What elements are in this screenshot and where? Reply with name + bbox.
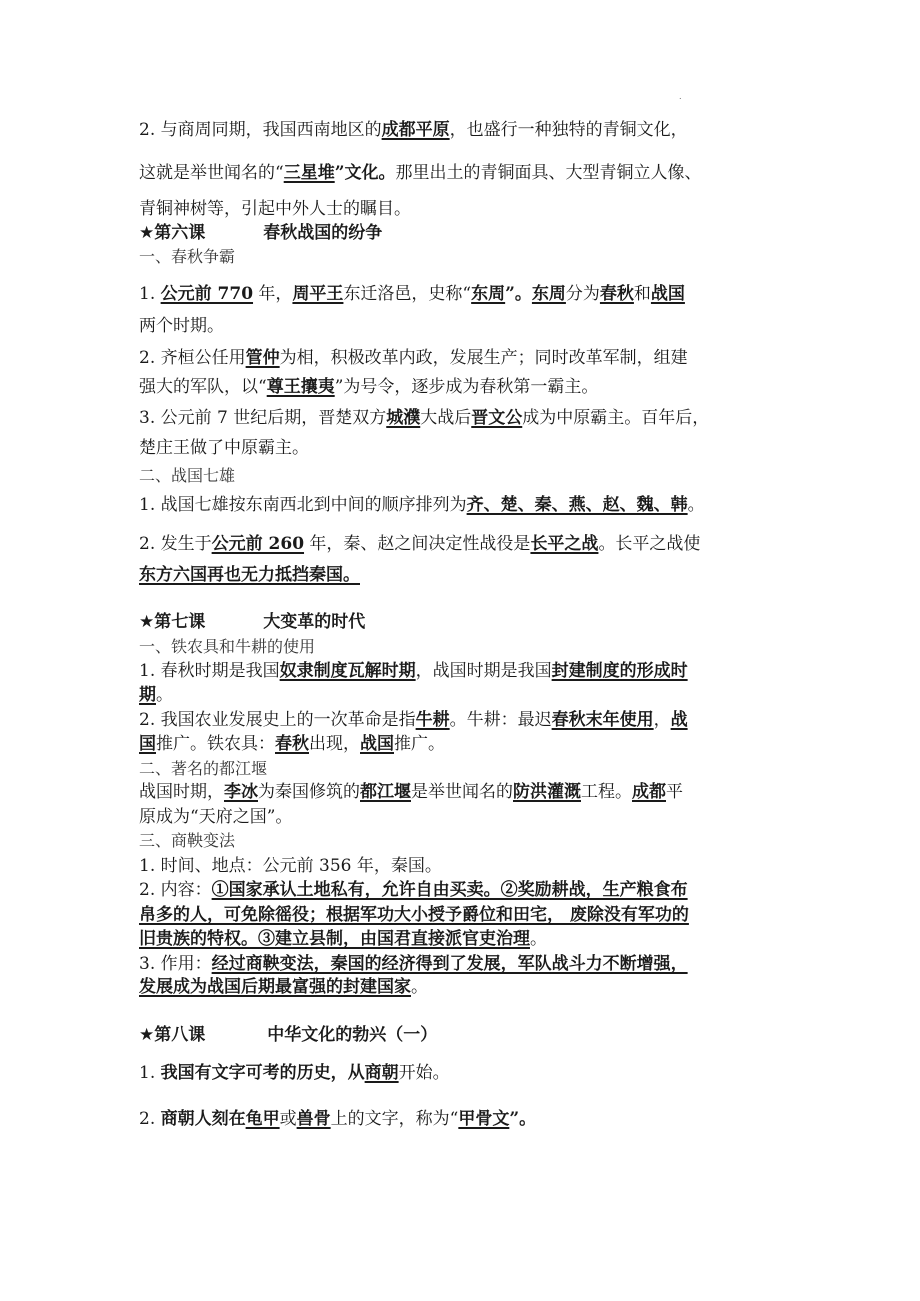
lesson-6-section-2: 二、战国七雄: [139, 466, 236, 485]
lesson-6-p2: 2. 齐桓公任用管仲为相，积极改革内政，发展生产；同时改革军制，组建: [139, 348, 688, 368]
lesson-6-p1-cont: 两个时期。: [139, 316, 224, 336]
lesson-7-p5: 2. 内容：①国家承认土地私有，允许自由买卖。②奖励耕战，生产粮食布: [139, 880, 688, 900]
lesson-7-p6: 3. 作用：经过商鞅变法，秦国的经济得到了发展，军队战斗力不断增强，: [139, 954, 688, 974]
lesson-6-p1: 1. 公元前 770 年，周平王东迁洛邑，史称“东周”。东周分为春秋和战国: [139, 284, 685, 304]
lesson-6-p3: 3. 公元前 7 世纪后期，晋楚双方城濮大战后晋文公成为中原霸主。百年后，: [139, 408, 710, 428]
lesson-6-p5: 2. 发生于公元前 260 年，秦、赵之间决定性战役是长平之战。长平之战使: [139, 534, 701, 554]
lesson-7-p3: 战国时期，李冰为秦国修筑的都江堰是举世闻名的防洪灌溉工程。成都平: [139, 782, 683, 802]
intro-line-1: 2. 与商周同期，我国西南地区的成都平原，也盛行一种独特的青铜文化，: [139, 120, 688, 140]
corner-mark: .: [679, 92, 682, 101]
lesson-7-section-1: 一、铁农具和牛耕的使用: [139, 637, 316, 656]
lesson-7-p1: 1. 春秋时期是我国奴隶制度瓦解时期，战国时期是我国封建制度的形成时: [139, 661, 688, 681]
lesson-6-p4: 1. 战国七雄按东南西北到中间的顺序排列为齐、楚、秦、燕、赵、魏、韩。: [139, 495, 705, 515]
lesson-6-p2-cont: 强大的军队，以“尊王攘夷”为号令，逐步成为春秋第一霸主。: [139, 377, 599, 397]
lesson-7-p5-cont-1: 帛多的人，可免除徭役；根据军功大小授予爵位和田宅， 废除没有军功的: [139, 905, 689, 925]
lesson-7-p6-cont: 发展成为战国后期最富强的封建国家。: [139, 977, 428, 997]
lesson-7-heading: ★第七课 大变革的时代: [139, 612, 366, 632]
lesson-7-p3-cont: 原成为“天府之国”。: [139, 807, 293, 827]
lesson-7-p5-cont-2: 旧贵族的特权。③建立县制，由国君直接派官吏治理。: [139, 929, 547, 949]
lesson-7-section-2: 二、著名的都江堰: [139, 759, 268, 778]
lesson-7-p2: 2. 我国农业发展史上的一次革命是指牛耕。牛耕：最迟春秋末年使用，战: [139, 710, 688, 730]
lesson-6-p3-cont: 楚庄王做了中原霸主。: [139, 438, 309, 458]
lesson-7-section-3: 三、商鞅变法: [139, 831, 236, 850]
intro-line-3: 青铜神树等，引起中外人士的瞩目。: [139, 199, 411, 219]
lesson-6-section-1: 一、春秋争霸: [139, 247, 236, 266]
lesson-8-p2: 2. 商朝人刻在龟甲或兽骨上的文字，称为“甲骨文”。: [139, 1109, 537, 1129]
lesson-6-heading: ★第六课 春秋战国的纷争: [139, 223, 383, 243]
lesson-7-p4: 1. 时间、地点：公元前 356 年，秦国。: [139, 856, 442, 876]
lesson-8-heading: ★第八课 中华文化的勃兴（一）: [139, 1025, 438, 1045]
lesson-8-p1: 1. 我国有文字可考的历史，从商朝开始。: [139, 1063, 450, 1083]
intro-line-2: 这就是举世闻名的“三星堆”文化。那里出土的青铜面具、大型青铜立人像、: [139, 163, 702, 183]
lesson-7-p2-cont: 国推广。铁农具：春秋出现，战国推广。: [139, 734, 445, 754]
lesson-7-p1-cont: 期。: [139, 685, 173, 705]
lesson-6-p5-cont: 东方六国再也无力抵挡秦国。: [139, 565, 360, 585]
